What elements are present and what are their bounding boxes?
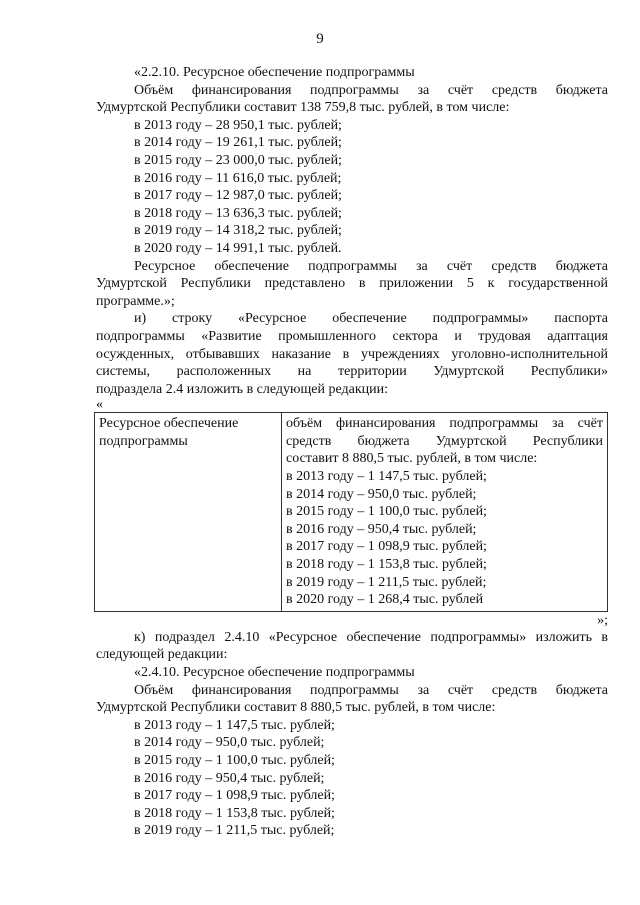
table-year-item: в 2014 году – 950,0 тыс. рублей; xyxy=(286,486,477,502)
year-item: в 2013 году – 28 950,1 тыс. рублей; xyxy=(134,117,342,133)
item-k-line1: к) подраздел 2.4.10 «Ресурсное обеспечение подпрограммы» изложить в xyxy=(134,629,608,645)
year-item: в 2017 году – 1 098,9 тыс. рублей; xyxy=(134,788,335,804)
section-2-2-10-intro-line2: Удмуртской Республики составит 138 759,8 тыс. рублей, в том числе: xyxy=(96,100,510,116)
table-label-line2: подпрограммы xyxy=(99,433,188,449)
section-2-2-10-note-line3: программе.»; xyxy=(96,293,175,309)
year-item: в 2014 году – 950,0 тыс. рублей; xyxy=(134,735,325,751)
table-year-item: в 2015 году – 1 100,0 тыс. рублей; xyxy=(286,504,487,520)
table-label-cell xyxy=(95,413,282,612)
year-item: в 2016 году – 11 616,0 тыс. рублей; xyxy=(134,170,342,186)
table-year-item: в 2013 году – 1 147,5 тыс. рублей; xyxy=(286,469,487,485)
resource-table xyxy=(94,412,608,612)
item-i-line2: подпрограммы «Развитие промышленного сектора и трудовая адаптация xyxy=(96,328,608,344)
section-2-4-10-heading: «2.4.10. Ресурсное обеспечение подпрограммы xyxy=(134,665,415,680)
year-item: в 2017 году – 12 987,0 тыс. рублей; xyxy=(134,188,342,204)
section-2-2-10-note-line1: Ресурсное обеспечение подпрограммы за счёт средств бюджета xyxy=(134,258,608,274)
table-year-item: в 2020 году – 1 268,4 тыс. рублей xyxy=(286,592,484,608)
table-year-item: в 2017 году – 1 098,9 тыс. рублей; xyxy=(286,539,487,555)
section-2-2-10-heading: «2.2.10. Ресурсное обеспечение подпрограммы xyxy=(134,65,415,80)
item-i-line5: подраздела 2.4 изложить в следующей редакции: xyxy=(96,381,389,397)
year-item: в 2013 году – 1 147,5 тыс. рублей; xyxy=(134,717,335,733)
closing-quote: »; xyxy=(597,612,608,628)
table-value-line1: объём финансирования подпрограммы за счёт xyxy=(286,416,603,432)
table-value-line2: средств бюджета Удмуртской Республики xyxy=(286,433,603,449)
year-item: в 2019 году – 1 211,5 тыс. рублей; xyxy=(134,823,335,839)
table-year-item: в 2016 году – 950,4 тыс. рублей; xyxy=(286,521,477,537)
item-i-line4: системы, расположенных на территории Удмуртской Республики» xyxy=(96,364,608,380)
year-item: в 2018 году – 1 153,8 тыс. рублей; xyxy=(134,805,335,821)
year-item: в 2016 году – 950,4 тыс. рублей; xyxy=(134,770,325,786)
section-2-4-10-intro-line2: Удмуртской Республики составит 8 880,5 тыс. рублей, в том числе: xyxy=(96,700,496,716)
document-body xyxy=(96,64,608,840)
page-number: 9 xyxy=(316,31,324,47)
year-item: в 2014 году – 19 261,1 тыс. рублей; xyxy=(134,135,342,151)
item-i-line3: осужденных, отбывавших наказание в учреждениях уголовно-исполнительной xyxy=(96,346,608,362)
item-k-line2: следующей редакции: xyxy=(96,647,228,663)
year-item: в 2015 году – 23 000,0 тыс. рублей; xyxy=(134,152,342,168)
table-value-line3: составит 8 880,5 тыс. рублей, в том числе: xyxy=(286,451,538,467)
table-year-item: в 2018 году – 1 153,8 тыс. рублей; xyxy=(286,557,487,573)
section-2-4-10-year-list xyxy=(96,717,608,840)
section-2-4-10-intro-line1: Объём финансирования подпрограммы за счёт средств бюджета xyxy=(134,682,608,698)
table-year-item: в 2019 году – 1 211,5 тыс. рублей; xyxy=(286,574,487,590)
year-item: в 2018 году – 13 636,3 тыс. рублей; xyxy=(134,205,342,221)
item-i-line1: и) строку «Ресурсное обеспечение подпрограммы» паспорта xyxy=(134,311,608,327)
year-item: в 2015 году – 1 100,0 тыс. рублей; xyxy=(134,752,335,768)
section-2-2-10-intro-line1: Объём финансирования подпрограммы за счёт средств бюджета xyxy=(134,82,608,98)
year-item: в 2019 году – 14 318,2 тыс. рублей; xyxy=(134,223,342,239)
table-row xyxy=(95,413,608,612)
section-2-2-10-note-line2: Удмуртской Республики представлено в приложении 5 к государственной xyxy=(96,276,608,292)
section-2-2-10-year-list xyxy=(96,117,608,258)
table-value-cell xyxy=(282,413,608,612)
opening-quote: « xyxy=(96,397,103,413)
year-item: в 2020 году – 14 991,1 тыс. рублей. xyxy=(134,240,342,256)
table-label-line1: Ресурсное обеспечение xyxy=(99,416,239,432)
